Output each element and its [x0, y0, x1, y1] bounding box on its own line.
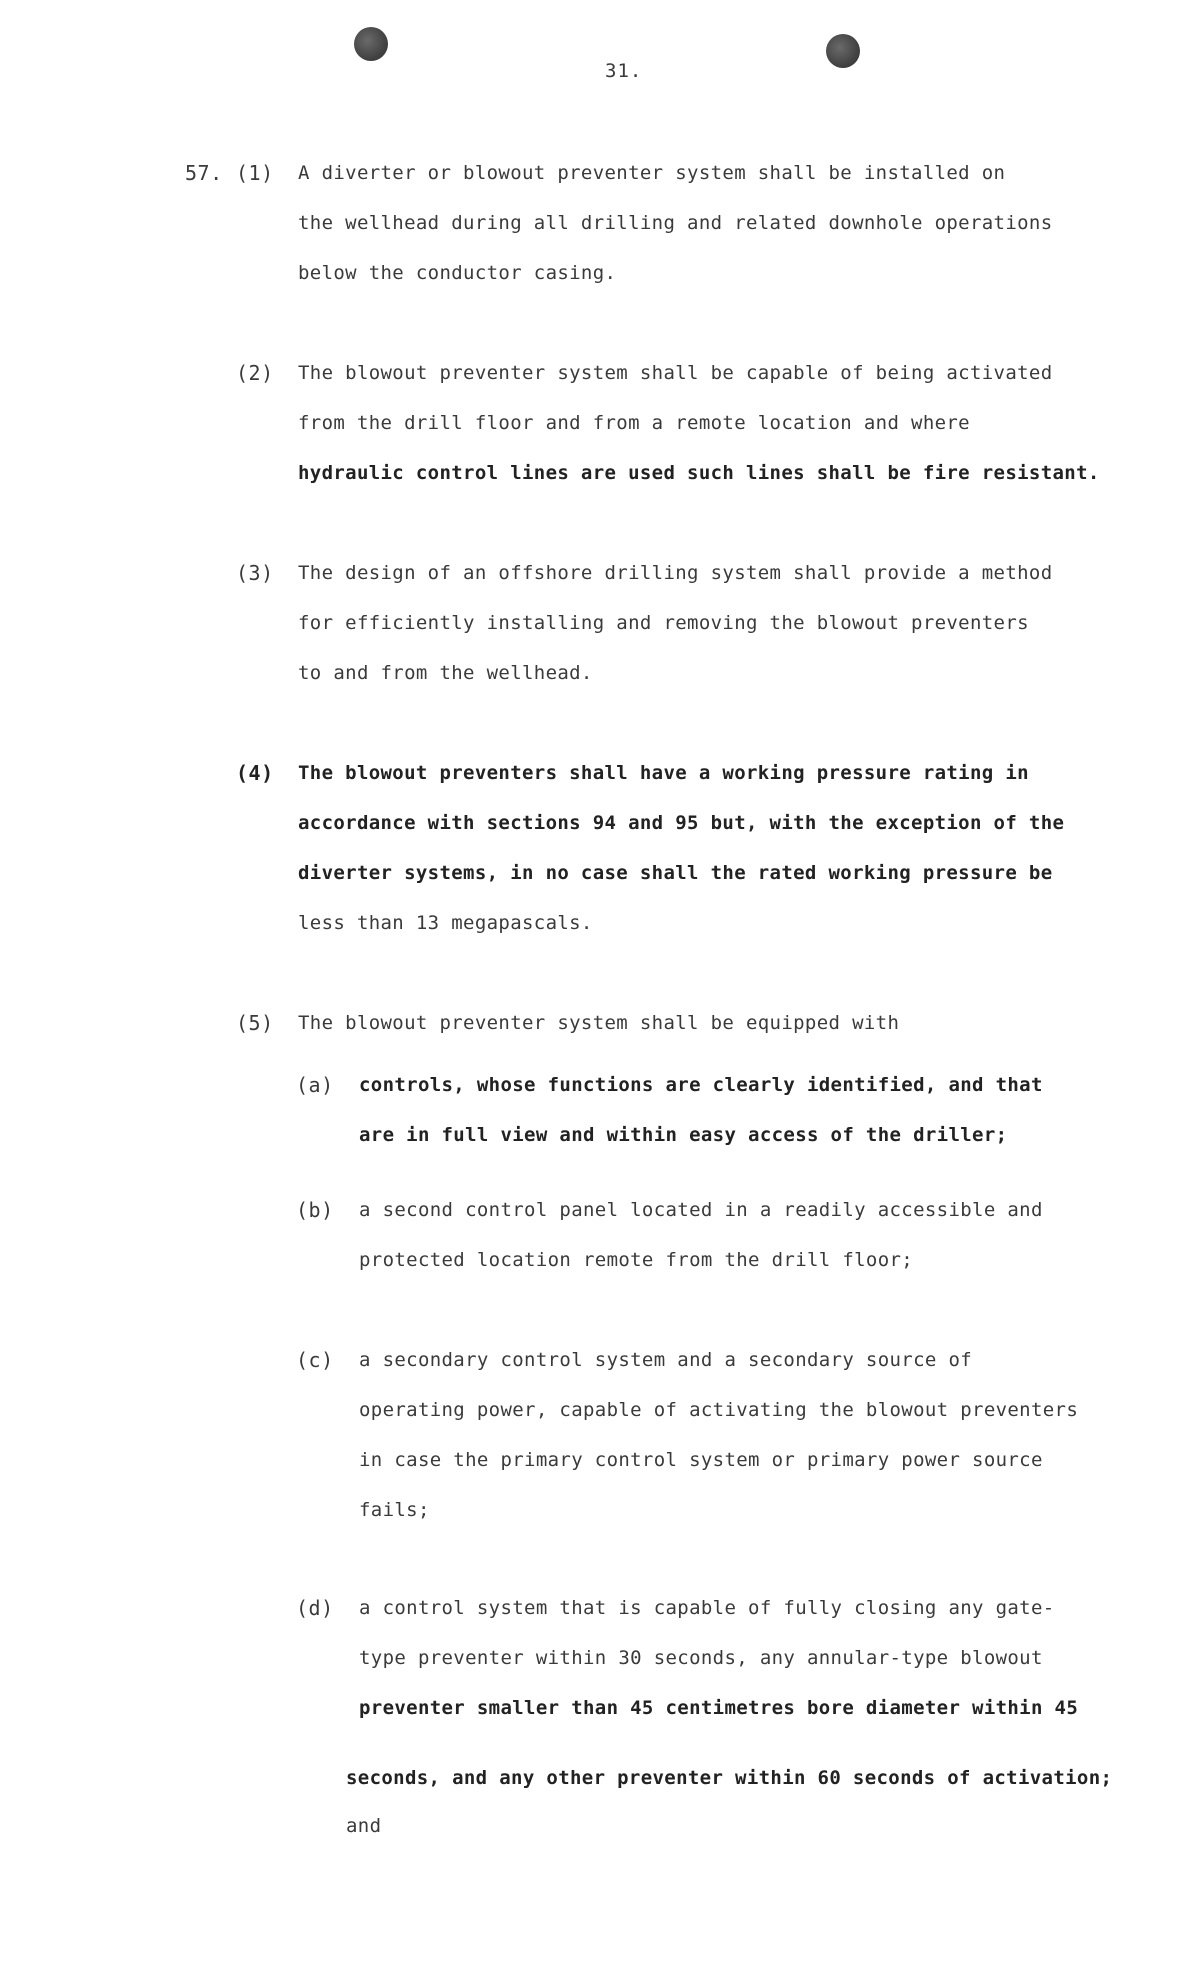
subsection-2-line: hydraulic control lines are used such lines shall be fire resistant. — [298, 462, 1100, 484]
item-b-line: a second control panel located in a readily accessible and — [359, 1199, 1043, 1221]
item-b-line: protected location remote from the drill floor; — [359, 1249, 914, 1271]
subsection-3-line: The design of an offshore drilling system shall provide a method — [298, 562, 1053, 584]
punch-hole-right — [826, 34, 860, 68]
item-a-line: are in full view and within easy access of the driller; — [359, 1124, 1008, 1146]
subsection-2-label: (2) — [236, 361, 274, 385]
subsection-4-line: less than 13 megapascals. — [298, 912, 593, 934]
item-c-line: a secondary control system and a secondary source of — [359, 1349, 973, 1371]
item-c-line: fails; — [359, 1499, 430, 1521]
punch-hole-left — [354, 27, 388, 61]
item-d-line: preventer smaller than 45 centimetres bore diameter within 45 — [359, 1697, 1079, 1719]
subsection-3-line: to and from the wellhead. — [298, 662, 593, 684]
subsection-3-label: (3) — [236, 561, 274, 585]
subsection-1-label: (1) — [236, 161, 274, 185]
item-b-label: (b) — [296, 1198, 334, 1222]
subsection-2-line: The blowout preventer system shall be capable of being activated — [298, 362, 1053, 384]
subsection-4-line: accordance with sections 94 and 95 but, with the exception of the — [298, 812, 1065, 834]
item-d-line: and — [346, 1815, 382, 1837]
subsection-4-line: The blowout preventers shall have a working pressure rating in — [298, 762, 1029, 784]
subsection-1-line: A diverter or blowout preventer system shall be installed on — [298, 162, 1006, 184]
item-c-line: in case the primary control system or primary power source — [359, 1449, 1043, 1471]
section-number: 57. — [185, 161, 223, 185]
item-c-line: operating power, capable of activating the blowout preventers — [359, 1399, 1079, 1421]
item-d-line: a control system that is capable of fully closing any gate- — [359, 1597, 1055, 1619]
subsection-5-line: The blowout preventer system shall be equipped with — [298, 1012, 900, 1034]
subsection-5-label: (5) — [236, 1011, 274, 1035]
subsection-1-line: the wellhead during all drilling and related downhole operations — [298, 212, 1053, 234]
subsection-1-line: below the conductor casing. — [298, 262, 617, 284]
subsection-4-line: diverter systems, in no case shall the rated working pressure be — [298, 862, 1053, 884]
page-number: 31. — [605, 60, 643, 82]
item-a-line: controls, whose functions are clearly identified, and that — [359, 1074, 1043, 1096]
item-d-line: seconds, and any other preventer within 60 seconds of activation; — [346, 1767, 1113, 1789]
item-c-label: (c) — [296, 1348, 334, 1372]
subsection-4-label: (4) — [236, 761, 274, 785]
item-d-line: type preventer within 30 seconds, any annular-type blowout — [359, 1647, 1043, 1669]
item-d-label: (d) — [296, 1596, 334, 1620]
subsection-2-line: from the drill floor and from a remote location and where — [298, 412, 970, 434]
subsection-3-line: for efficiently installing and removing the blowout preventers — [298, 612, 1029, 634]
item-a-label: (a) — [296, 1073, 334, 1097]
